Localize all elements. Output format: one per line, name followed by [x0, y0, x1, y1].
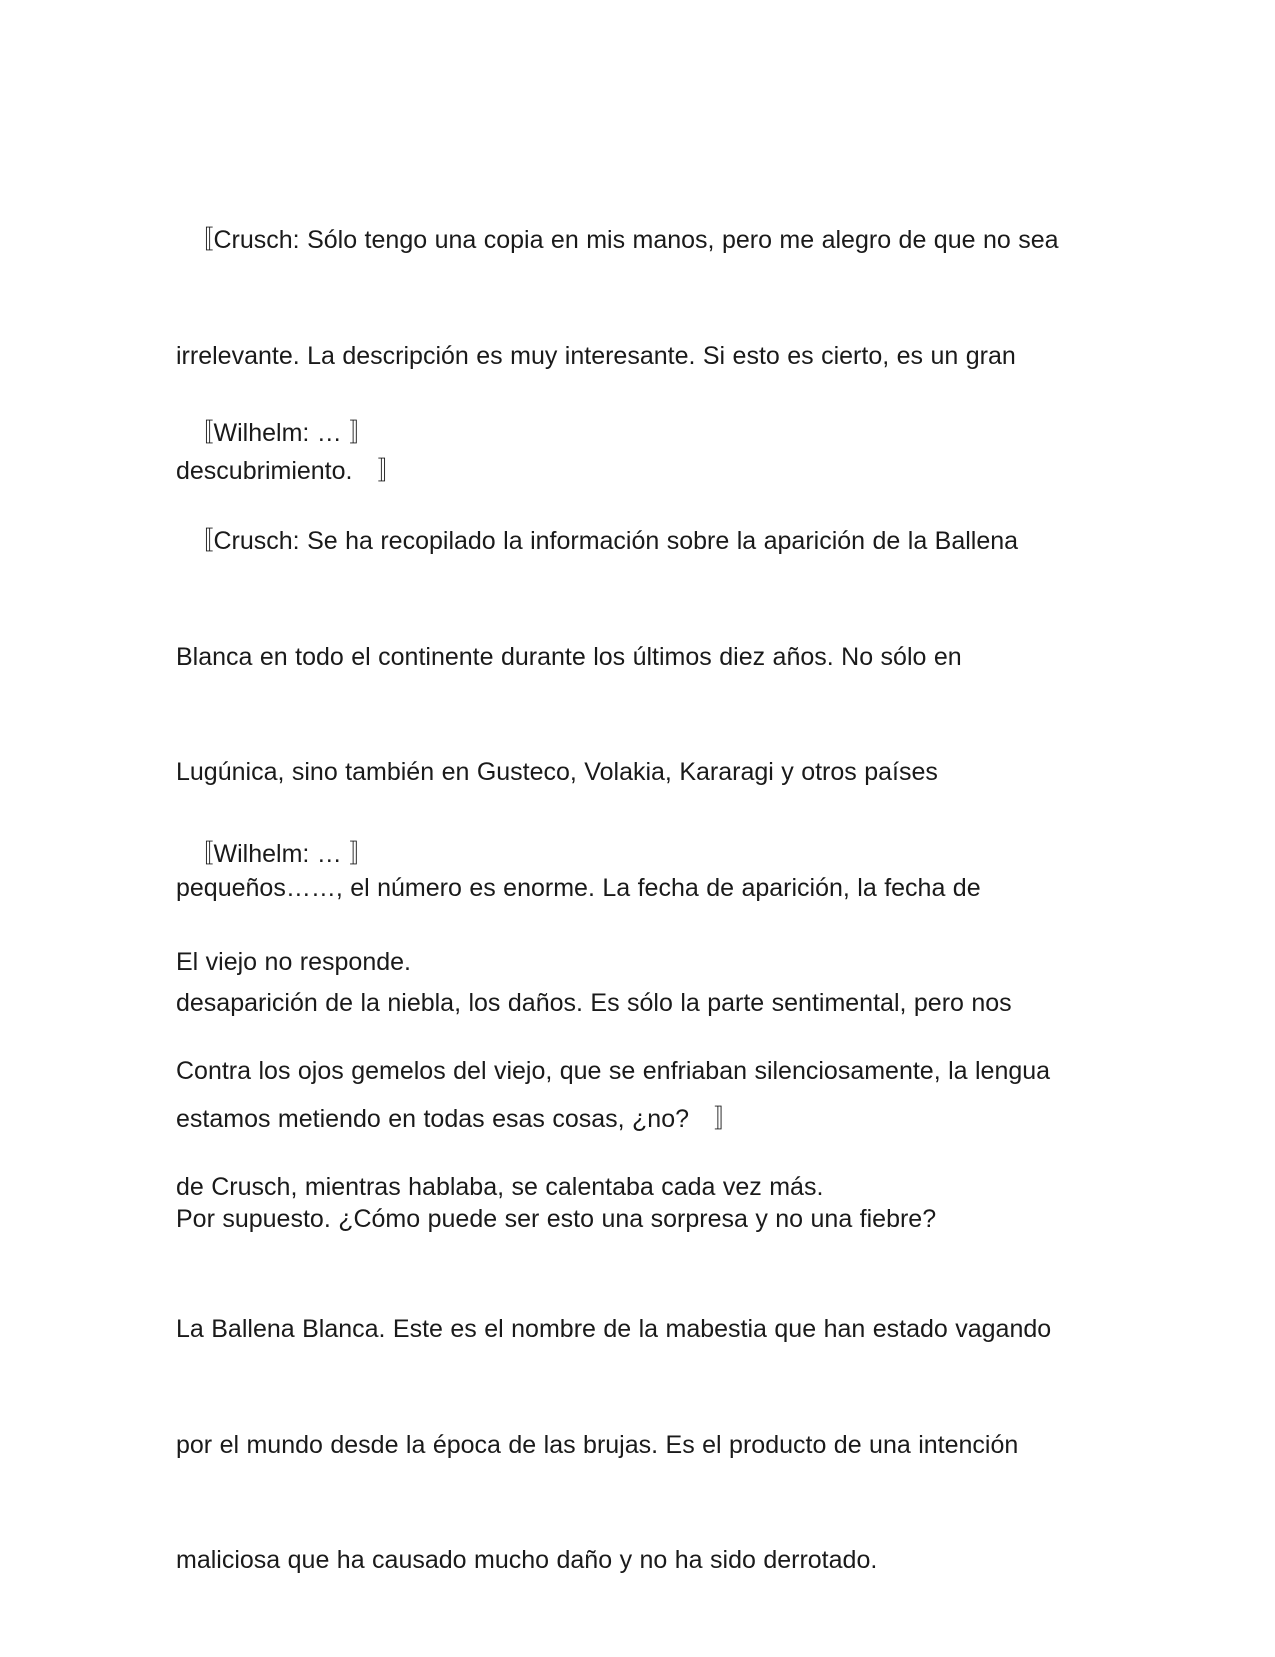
text-line: descubrimiento. 〛 — [176, 457, 403, 485]
text-line: Por supuesto. ¿Cómo puede ser esto una sorpresa y no una fiebre? — [176, 1205, 937, 1233]
text-line: de Crusch, mientras hablaba, se calentaba cada vez más. — [176, 1172, 824, 1201]
text-line: pequeños……, el número es enorme. La fecha de aparición, la fecha de — [176, 873, 981, 902]
text-line: La Ballena Blanca. Este es el nombre de la mabestia que han estado vagando — [176, 1315, 1052, 1343]
paragraph-white-whale — [176, 1233, 1116, 1657]
text-line: Lugúnica, sino también en Gusteco, Volakia, Kararagi y otros países — [176, 758, 938, 786]
text-line: estamos metiendo en todas esas cosas, ¿no? 〛 — [176, 1104, 740, 1133]
text-line: 〚Crusch: Sólo tengo una copia en mis manos, pero me alegro de que no sea — [176, 226, 1059, 254]
text-line: El viejo no responde. — [176, 948, 411, 976]
text-line: desaparición de la niebla, los daños. Es sólo la parte sentimental, pero nos — [176, 989, 1012, 1017]
text-line: Contra los ojos gemelos del viejo, que se enfriaban silenciosamente, la lengua — [176, 1057, 1051, 1085]
text-line: 〚Wilhelm: … 〛 — [176, 419, 375, 447]
text-line: por el mundo desde la época de las brujas. Es el producto de una intención — [176, 1430, 1019, 1459]
text-line: 〚Wilhelm: … 〛 — [176, 840, 375, 868]
text-line: 〚Crusch: Se ha recopilado la información sobre la aparición de la Ballena — [176, 527, 1019, 555]
text-line: Blanca en todo el continente durante los últimos diez años. No sólo en — [176, 642, 962, 671]
text-line: irrelevante. La descripción es muy interesante. Si esto es cierto, es un gran — [176, 341, 1016, 370]
text-line: maliciosa que ha causado mucho daño y no ha sido derrotado. — [176, 1546, 878, 1574]
